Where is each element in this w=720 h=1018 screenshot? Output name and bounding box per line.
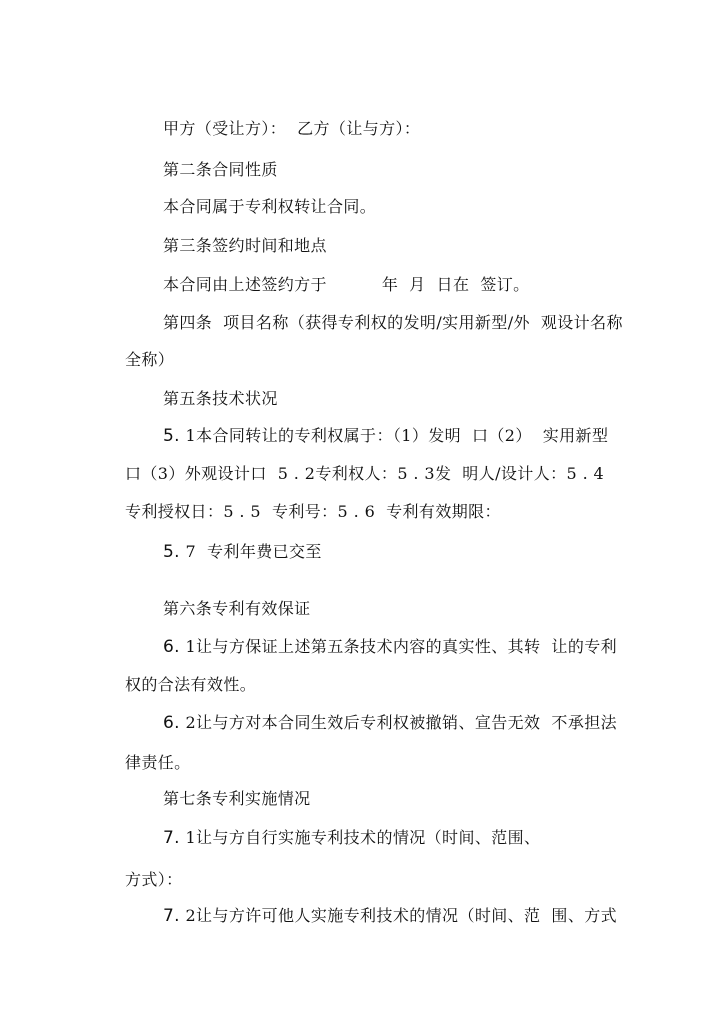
clause-7-2-text-1: 2让与方许可他人实施专利技术的情况（时间、范 围、方式 (179, 906, 618, 925)
article-2-body-text: 本合同属于专利权转让合同。 (162, 197, 377, 216)
clause-7-1-text-2: 方式）： (124, 870, 183, 889)
clause-number: 7. (162, 906, 180, 926)
clause-number: 7. (162, 828, 180, 848)
article-3-body-text: 本合同由上述签约方于 年 月 日在 签订。 (162, 275, 530, 294)
clause-5-7-text: 7 专利年费已交至 (179, 542, 322, 561)
clause-5-1-text-2: 口（3）外观设计口 5 . 2专利权人：5 . 3发 明人/设计人：5 . 4 (124, 464, 605, 483)
article-2-heading-text: 第二条合同性质 (162, 160, 278, 179)
clause-6-1-text-2: 权的合法有效性。 (124, 675, 257, 694)
article-4-text-2: 全称） (124, 350, 175, 369)
article-6-heading-text: 第六条专利有效保证 (162, 599, 311, 618)
clause-number: 5. (162, 426, 180, 446)
clause-7-2-line-1 (141, 886, 617, 946)
article-4-text-1: 第四条 项目名称（获得专利权的发明/实用新型/外 观设计名称 (162, 313, 623, 332)
clause-6-2-text-1: 2让与方对本合同生效后专利权被撤销、宣告无效 不承担法 (179, 713, 618, 732)
clause-5-1-text-3: 专利授权日：5 . 5 专利号：5 . 6 专利有效期限： (124, 502, 501, 521)
clause-5-7-line (141, 522, 322, 582)
article-4-line-1 (141, 293, 623, 353)
clause-6-1-text-1: 1让与方保证上述第五条技术内容的真实性、其转 让的专利 (179, 637, 618, 656)
clause-6-2-text-2: 律责任。 (124, 753, 191, 772)
clause-number: 6. (162, 713, 180, 733)
clause-5-1-text-1: 1本合同转让的专利权属于：（1）发明 口（2） 实用新型 (179, 426, 609, 445)
article-7-heading-text: 第七条专利实施情况 (162, 789, 311, 808)
article-3-heading-text: 第三条签约时间和地点 (162, 236, 327, 255)
clause-number: 6. (162, 637, 180, 657)
clause-number: 5. (162, 542, 180, 562)
clause-7-1-line-1 (141, 808, 540, 868)
party-text: 甲方（受让方）： 乙方（让与方）： (162, 119, 421, 138)
clause-7-1-text-1: 1让与方自行实施专利技术的情况（时间、范围、 (179, 828, 541, 847)
article-5-heading-text: 第五条技术状况 (162, 389, 278, 408)
clause-6-2-line-1 (141, 693, 617, 753)
